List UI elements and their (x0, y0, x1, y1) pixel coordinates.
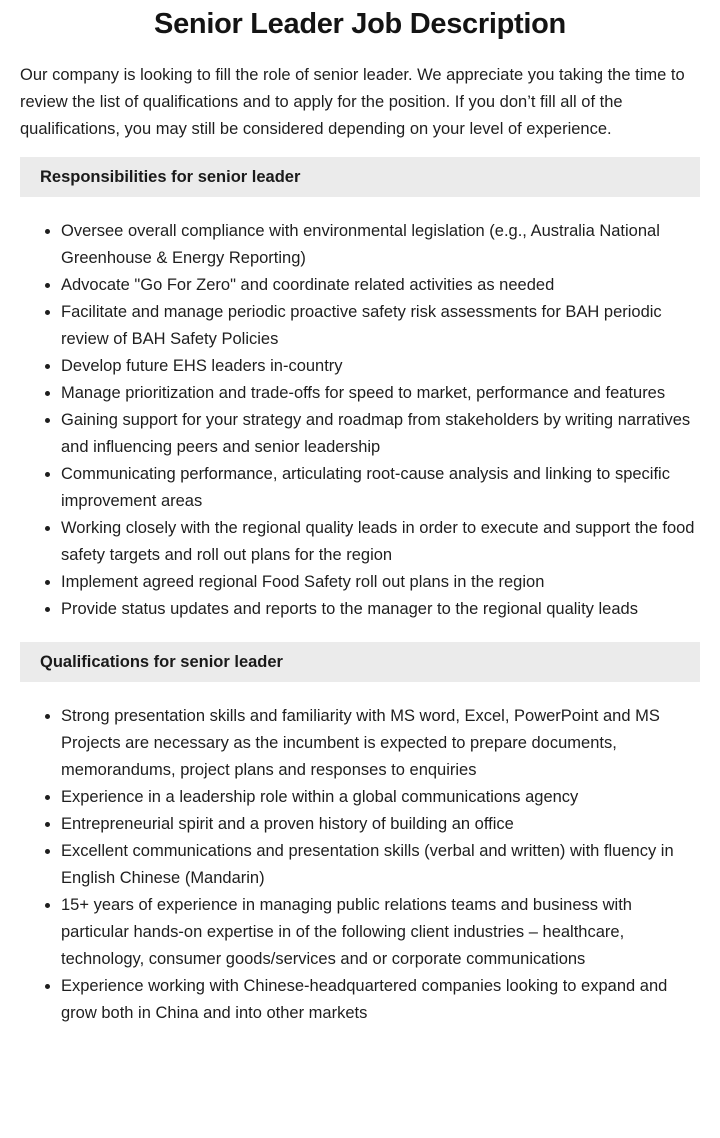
list-item: Manage prioritization and trade-offs for speed to market, performance and features (61, 380, 700, 407)
list-item: Oversee overall compliance with environmental legislation (e.g., Australia National Greenhouse & Energy Reporting) (61, 218, 700, 272)
bottom-spacer (0, 1027, 720, 1057)
page-title: Senior Leader Job Description (154, 8, 566, 40)
sections (0, 157, 720, 1027)
list-item: Provide status updates and reports to the manager to the regional quality leads (61, 596, 700, 623)
list-item: Experience in a leadership role within a global communications agency (61, 784, 700, 811)
list-item: Excellent communications and presentation skills (verbal and written) with fluency in English Chinese (Mandarin) (61, 838, 700, 892)
section-heading: Qualifications for senior leader (20, 642, 700, 682)
list-item: Develop future EHS leaders in-country (61, 353, 700, 380)
section-bullet-list (20, 218, 700, 623)
list-item: 15+ years of experience in managing public relations teams and business with particular hands-on expertise in of the following client industries – healthcare, technology, consumer goods/services and or corporate communications (61, 892, 700, 973)
section-bullet-list (20, 703, 700, 1027)
list-item: Gaining support for your strategy and roadmap from stakeholders by writing narratives and influencing peers and senior leadership (61, 407, 700, 461)
list-item: Entrepreneurial spirit and a proven history of building an office (61, 811, 700, 838)
intro-paragraph: Our company is looking to fill the role of senior leader. We appreciate you taking the time to review the list of qualifications and to apply for the position. If you don’t fill all of the qualifications, you may still be considered depending on your level of experience. (20, 66, 685, 138)
list-item: Communicating performance, articulating root-cause analysis and linking to specific improvement areas (61, 461, 700, 515)
list-item: Experience working with Chinese-headquartered companies looking to expand and grow both in China and into other markets (61, 973, 700, 1027)
list-item: Facilitate and manage periodic proactive safety risk assessments for BAH periodic review of BAH Safety Policies (61, 299, 700, 353)
section-heading: Responsibilities for senior leader (20, 157, 700, 197)
list-item: Advocate "Go For Zero" and coordinate related activities as needed (61, 272, 700, 299)
list-item: Implement agreed regional Food Safety roll out plans in the region (61, 569, 700, 596)
list-item: Strong presentation skills and familiarity with MS word, Excel, PowerPoint and MS Projects are necessary as the incumbent is expected to prepare documents, memorandums, project plans and responses to enquiries (61, 703, 700, 784)
list-item: Working closely with the regional quality leads in order to execute and support the food safety targets and roll out plans for the region (61, 515, 700, 569)
